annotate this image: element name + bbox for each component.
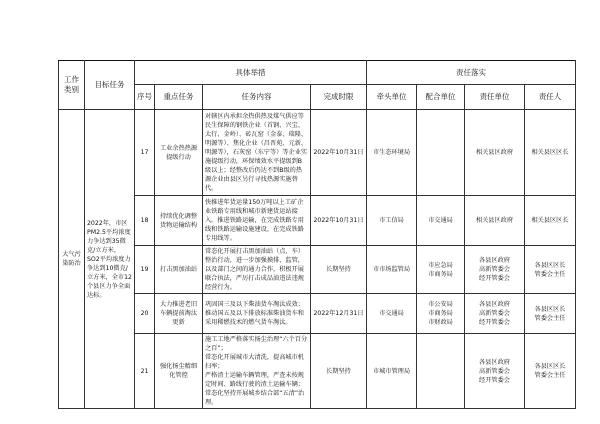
header-measures: 具体举措 <box>135 61 367 85</box>
resp-person-cell: 各县区区长 管委会主任 <box>525 294 576 334</box>
resp-person-cell: 各县区区长 管委会主任 <box>525 246 576 294</box>
lead-unit-cell: 市市场监管局 <box>367 246 417 294</box>
header-category: 工作类别 <box>59 61 85 110</box>
table-row <box>59 110 576 196</box>
resp-person-cell: 相关县区区长 <box>525 110 576 196</box>
task-cell: 持续优化调整货物运输结构 <box>155 196 203 246</box>
content-cell: 施工工地严格落实扬尘治理“六个百分之百”； 常态化开展城市大清洗，提高城市机扫率； 严格渣土运输车辆管理，严查未按规定时间、路线行驶的渣土运输车辆； 常态化坚持开展城乡结合部“五清”治理。 <box>203 334 311 409</box>
resp-unit-cell: 各县区政府 高新管委会 经开管委会 <box>465 246 525 294</box>
resp-person-cell: 相关县区区长 <box>525 196 576 246</box>
lead-unit-cell: 市工信局 <box>367 196 417 246</box>
resp-person-cell: 各县区区长 管委会主任 <box>525 334 576 409</box>
table-row <box>59 294 576 334</box>
header-content: 任务内容 <box>203 85 311 110</box>
lead-unit-cell: 市城市管理局 <box>367 334 417 409</box>
lead-unit-cell: 市交通局 <box>367 294 417 334</box>
seq-cell: 17 <box>135 110 155 196</box>
header-lead-unit: 牵头单位 <box>367 85 417 110</box>
content-cell: 巩固国三及以下柴油货车淘汰成效；推动国五及以下排放标准柴油货车和采用稀燃技术的燃气货车淘汰。 <box>203 294 311 334</box>
table-row <box>59 246 576 294</box>
header-resp-person: 责任人 <box>525 85 576 110</box>
header-responsibility: 责任落实 <box>367 61 576 85</box>
deadline-cell: 长期坚持 <box>311 246 367 294</box>
deadline-cell: 2022年10月31日 <box>311 196 367 246</box>
task-cell: 强化扬尘精细化管控 <box>155 334 203 409</box>
table-row <box>59 334 576 409</box>
header-goal: 目标任务 <box>85 61 135 110</box>
coop-unit-cell <box>417 334 465 409</box>
resp-unit-cell: 相关县区政府 <box>465 110 525 196</box>
header-key-task: 重点任务 <box>155 85 203 110</box>
coop-unit-cell <box>417 110 465 196</box>
seq-cell: 21 <box>135 334 155 409</box>
resp-unit-cell: 各县区政府 高新管委会 经开管委会 <box>465 334 525 409</box>
task-table <box>58 60 576 409</box>
deadline-cell: 2022年10月31日 <box>311 110 367 196</box>
coop-unit-cell: 市应急局 市商务局 <box>417 246 465 294</box>
header-resp-unit: 责任单位 <box>465 85 525 110</box>
deadline-cell: 2022年12月31日 <box>311 294 367 334</box>
coop-unit-cell: 市交通局 <box>417 196 465 246</box>
seq-cell: 20 <box>135 294 155 334</box>
coop-unit-cell: 市公安局 市商务局 市财政局 <box>417 294 465 334</box>
header-seq: 序号 <box>135 85 155 110</box>
table-row <box>59 196 576 246</box>
seq-cell: 18 <box>135 196 155 246</box>
deadline-cell: 长期坚持 <box>311 334 367 409</box>
goal-cell: 2022年，市区PM2.5平均浓度力争达到35微克/立方米，SO2平均浓度力争达到10微克/立方米，全市12个县区力争全面达标。 <box>85 110 135 409</box>
task-cell: 打击黑加油站 <box>155 246 203 294</box>
header-deadline: 完成时限 <box>311 85 367 110</box>
header-coop-unit: 配合单位 <box>417 85 465 110</box>
content-cell: 常态化开展打击黑加油站（点、车）整治行动，进一步加强摸排、监管，以及部门之间的通力合作，积极开展联合执法，严厉打击成品油违法违规经营行为。 <box>203 246 311 294</box>
seq-cell: 19 <box>135 246 155 294</box>
content-cell: 对辖区内承担余热供热及煤气供应等民生保障的钢铁企业（首钢、兴宝、太行、金岭）、砖瓦窑（金泰、瑞隆、明源等）、焦化企业（昌晋苑、元新、明源等），石灰窑（东宁等）等企业实施提级行动，环保绩效水平提级到B级以上；经整改后仍达不到B级的热源企业由县区另行寻找热源实施替代。 <box>203 110 311 196</box>
lead-unit-cell: 市生态环境局 <box>367 110 417 196</box>
resp-unit-cell: 各县区政府 高新管委会 经开管委会 <box>465 294 525 334</box>
task-cell: 大力推进老旧车辆提前淘汰更新 <box>155 294 203 334</box>
resp-unit-cell: 相关县区政府 <box>465 196 525 246</box>
category-cell: 大气污染防治 <box>59 110 85 409</box>
content-cell: 快推进年货运量150万吨以上工矿企业铁路专用线和城市新建货运站接入。推进铁路运输，在完成铁路专用线和铁路运输设施建设，在完成铁路专用线等。 <box>203 196 311 246</box>
task-cell: 工业余热热源提级行动 <box>155 110 203 196</box>
